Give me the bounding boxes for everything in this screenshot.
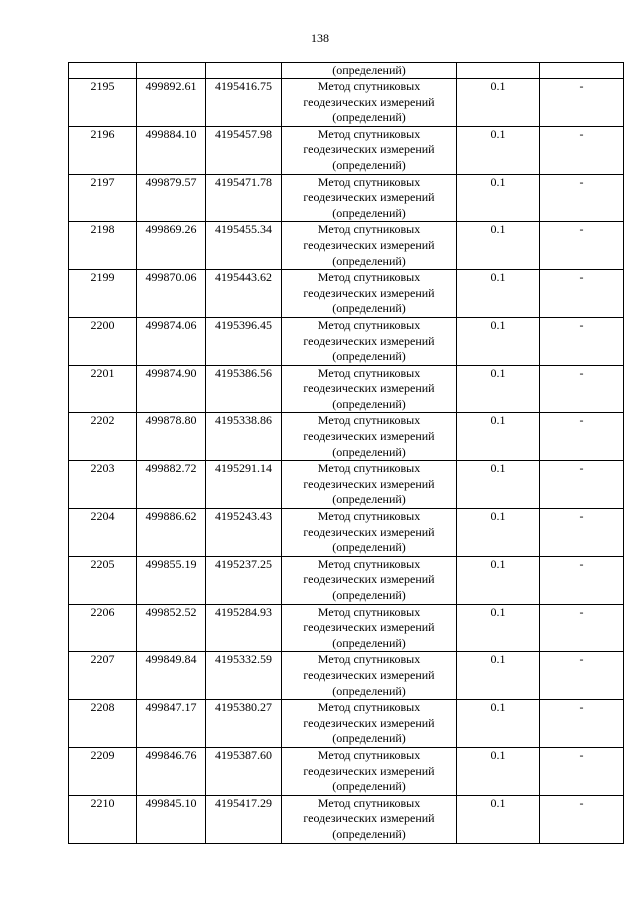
accuracy-cell: 0.1: [457, 222, 540, 270]
method-line: (определений): [332, 444, 406, 459]
method-line: геодезических измерений: [303, 811, 435, 826]
point-id-cell: 2208: [69, 700, 137, 748]
point-id-cell: 2210: [69, 795, 137, 843]
method-line: геодезических измерений: [303, 667, 435, 682]
method-line: Метод спутниковых: [317, 222, 421, 237]
x-coordinate-cell: 499874.06: [137, 317, 206, 365]
note-cell: -: [540, 747, 624, 795]
point-id-cell: 2201: [69, 365, 137, 413]
accuracy-cell: 0.1: [457, 461, 540, 509]
accuracy-cell: 0.1: [457, 365, 540, 413]
method-line: (определений): [332, 540, 406, 555]
note-cell: -: [540, 795, 624, 843]
table-body: [69, 63, 624, 844]
note-cell: -: [540, 652, 624, 700]
method-cell: [282, 604, 457, 652]
method-cell: [282, 365, 457, 413]
note-cell: -: [540, 461, 624, 509]
y-coordinate-cell: 4195471.78: [206, 174, 282, 222]
y-coordinate-cell: 4195396.45: [206, 317, 282, 365]
method-cell: [282, 79, 457, 127]
method-line: Метод спутниковых: [317, 509, 421, 524]
method-line: (определений): [332, 588, 406, 602]
method-line: геодезических измерений: [303, 142, 435, 157]
table-row: [69, 79, 624, 127]
method-line: (определений): [332, 301, 406, 316]
x-coordinate-cell: 499884.10: [137, 126, 206, 174]
y-coordinate-cell: 4195443.62: [206, 270, 282, 318]
coordinates-table: [68, 62, 624, 844]
method-cell: (определений): [282, 63, 457, 79]
point-id-cell: 2206: [69, 604, 137, 652]
table-row: [69, 222, 624, 270]
method-cell: [282, 556, 457, 604]
method-line: Метод спутниковых: [317, 556, 421, 571]
method-line: геодезических измерений: [303, 429, 435, 444]
method-line: (определений): [332, 826, 406, 841]
table-row: [69, 604, 624, 652]
point-id-cell: 2198: [69, 222, 137, 270]
x-coordinate-cell: 499874.90: [137, 365, 206, 413]
method-cell: [282, 652, 457, 700]
y-coordinate-cell: 4195386.56: [206, 365, 282, 413]
table-row: [69, 174, 624, 222]
table-row: [69, 126, 624, 174]
y-coordinate-cell: 4195332.59: [206, 652, 282, 700]
method-line: Метод спутниковых: [317, 652, 421, 667]
method-cell: [282, 747, 457, 795]
x-coordinate-cell: 499869.26: [137, 222, 206, 270]
method-line: геодезических измерений: [303, 620, 435, 635]
point-id-cell: 2205: [69, 556, 137, 604]
method-line: Метод спутниковых: [317, 79, 421, 93]
x-coordinate-cell: 499882.72: [137, 461, 206, 509]
note-cell: [540, 63, 624, 79]
point-id-cell: 2195: [69, 79, 137, 127]
point-id-cell: 2199: [69, 270, 137, 318]
accuracy-cell: 0.1: [457, 79, 540, 127]
method-line: Метод спутниковых: [317, 174, 421, 189]
method-line: геодезических измерений: [303, 237, 435, 252]
method-line: (определений): [332, 635, 406, 650]
method-cell: [282, 509, 457, 557]
accuracy-cell: 0.1: [457, 174, 540, 222]
x-coordinate-cell: 499852.52: [137, 604, 206, 652]
method-line: геодезических измерений: [303, 190, 435, 205]
method-line: (определений): [332, 683, 406, 698]
accuracy-cell: 0.1: [457, 509, 540, 557]
method-line: (определений): [332, 396, 406, 411]
point-id-cell: 2203: [69, 461, 137, 509]
method-line: Метод спутниковых: [317, 317, 421, 332]
method-line: Метод спутниковых: [317, 461, 421, 476]
table-row: [69, 652, 624, 700]
table-row: [69, 509, 624, 557]
accuracy-cell: 0.1: [457, 652, 540, 700]
accuracy-cell: 0.1: [457, 126, 540, 174]
method-line: (определений): [332, 349, 406, 364]
method-line: Метод спутниковых: [317, 270, 421, 285]
x-coordinate-cell: 499845.10: [137, 795, 206, 843]
method-cell: [282, 174, 457, 222]
accuracy-cell: 0.1: [457, 604, 540, 652]
method-line: геодезических измерений: [303, 333, 435, 348]
accuracy-cell: 0.1: [457, 413, 540, 461]
method-line: геодезических измерений: [303, 285, 435, 300]
table-row: [69, 413, 624, 461]
point-id-cell: 2209: [69, 747, 137, 795]
y-coordinate-cell: 4195457.98: [206, 126, 282, 174]
method-line: (определений): [332, 492, 406, 507]
note-cell: -: [540, 365, 624, 413]
accuracy-cell: 0.1: [457, 795, 540, 843]
y-coordinate-cell: 4195237.25: [206, 556, 282, 604]
method-cell: [282, 222, 457, 270]
y-coordinate-cell: [206, 63, 282, 79]
point-id-cell: 2207: [69, 652, 137, 700]
note-cell: -: [540, 222, 624, 270]
method-line: Метод спутниковых: [317, 365, 421, 380]
table-row: [69, 461, 624, 509]
x-coordinate-cell: 499855.19: [137, 556, 206, 604]
method-cell: [282, 317, 457, 365]
note-cell: -: [540, 126, 624, 174]
y-coordinate-cell: 4195455.34: [206, 222, 282, 270]
table-row: [69, 317, 624, 365]
method-line: Метод спутниковых: [317, 604, 421, 619]
table-row: [69, 270, 624, 318]
y-coordinate-cell: 4195380.27: [206, 700, 282, 748]
method-line: Метод спутниковых: [317, 126, 421, 141]
method-cell: [282, 700, 457, 748]
point-id-cell: 2204: [69, 509, 137, 557]
x-coordinate-cell: 499849.84: [137, 652, 206, 700]
method-line: геодезических измерений: [303, 763, 435, 778]
x-coordinate-cell: 499847.17: [137, 700, 206, 748]
method-cell: [282, 126, 457, 174]
method-line: Метод спутниковых: [317, 413, 421, 428]
y-coordinate-cell: 4195338.86: [206, 413, 282, 461]
method-line: геодезических измерений: [303, 572, 435, 587]
point-id-cell: 2197: [69, 174, 137, 222]
method-line: геодезических измерений: [303, 715, 435, 730]
point-id-cell: 2196: [69, 126, 137, 174]
y-coordinate-cell: 4195243.43: [206, 509, 282, 557]
method-line: (определений): [332, 779, 406, 794]
method-cell: [282, 795, 457, 843]
method-line: геодезических измерений: [303, 476, 435, 491]
method-line: геодезических измерений: [303, 524, 435, 539]
y-coordinate-cell: 4195416.75: [206, 79, 282, 127]
accuracy-cell: 0.1: [457, 700, 540, 748]
note-cell: -: [540, 413, 624, 461]
method-line: геодезических измерений: [303, 381, 435, 396]
x-coordinate-cell: 499878.80: [137, 413, 206, 461]
y-coordinate-cell: 4195291.14: [206, 461, 282, 509]
method-line: геодезических измерений: [303, 94, 435, 109]
x-coordinate-cell: 499846.76: [137, 747, 206, 795]
accuracy-cell: 0.1: [457, 556, 540, 604]
note-cell: -: [540, 270, 624, 318]
accuracy-cell: 0.1: [457, 270, 540, 318]
method-line: (определений): [332, 253, 406, 268]
note-cell: -: [540, 700, 624, 748]
method-cell: [282, 270, 457, 318]
x-coordinate-cell: 499886.62: [137, 509, 206, 557]
method-line: (определений): [332, 731, 406, 746]
point-id-cell: 2200: [69, 317, 137, 365]
x-coordinate-cell: [137, 63, 206, 79]
note-cell: -: [540, 174, 624, 222]
accuracy-cell: [457, 63, 540, 79]
method-line: (определений): [332, 157, 406, 172]
note-cell: -: [540, 317, 624, 365]
method-cell: [282, 461, 457, 509]
method-line: Метод спутниковых: [317, 700, 421, 715]
method-cell: [282, 413, 457, 461]
note-cell: -: [540, 556, 624, 604]
note-cell: -: [540, 509, 624, 557]
accuracy-cell: 0.1: [457, 747, 540, 795]
table-row: [69, 365, 624, 413]
table-row: [69, 795, 624, 843]
note-cell: -: [540, 604, 624, 652]
table-row: [69, 700, 624, 748]
y-coordinate-cell: 4195417.29: [206, 795, 282, 843]
accuracy-cell: 0.1: [457, 317, 540, 365]
point-id-cell: [69, 63, 137, 79]
y-coordinate-cell: 4195387.60: [206, 747, 282, 795]
table-row: [69, 556, 624, 604]
method-line: (определений): [332, 205, 406, 220]
method-line: Метод спутниковых: [317, 747, 421, 762]
page-number: 138: [311, 31, 329, 45]
method-line: Метод спутниковых: [317, 795, 421, 810]
x-coordinate-cell: 499870.06: [137, 270, 206, 318]
table-row: [69, 747, 624, 795]
x-coordinate-cell: 499892.61: [137, 79, 206, 127]
x-coordinate-cell: 499879.57: [137, 174, 206, 222]
y-coordinate-cell: 4195284.93: [206, 604, 282, 652]
method-line: (определений): [332, 110, 406, 125]
point-id-cell: 2202: [69, 413, 137, 461]
note-cell: -: [540, 79, 624, 127]
table-row-continued: [69, 63, 624, 79]
